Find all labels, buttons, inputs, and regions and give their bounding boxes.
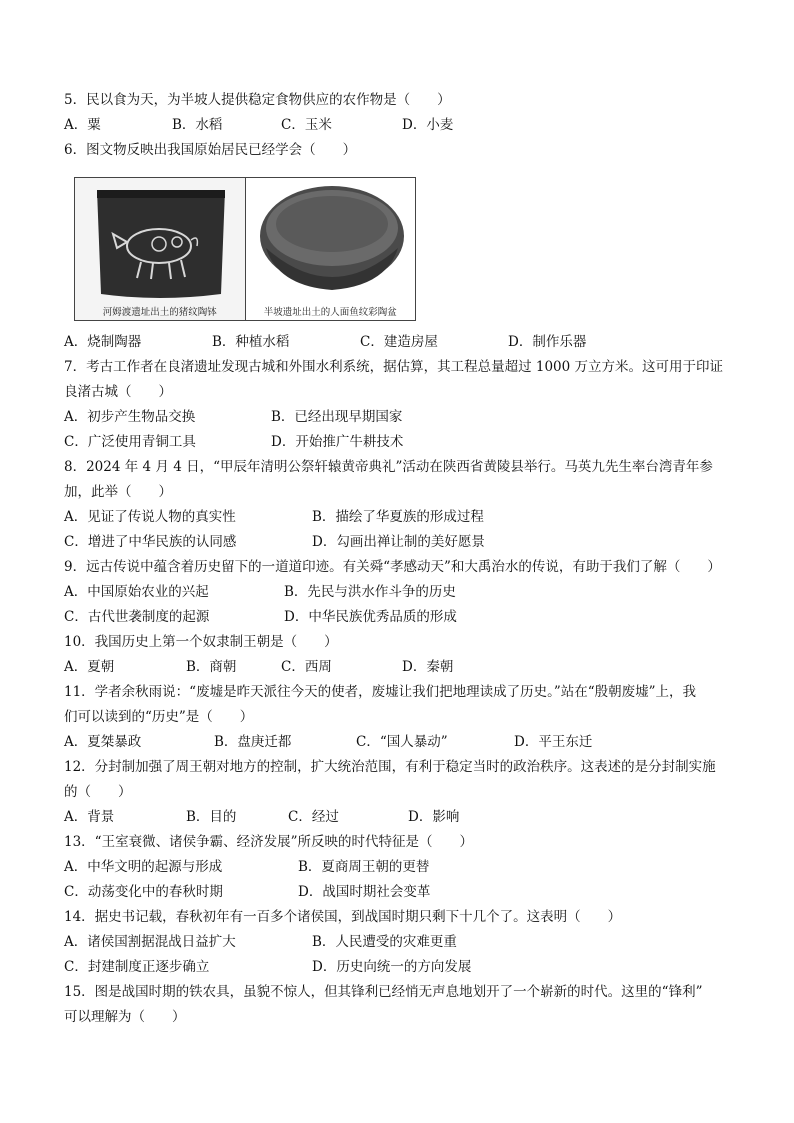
right-figure-caption: 半坡遗址出土的人面鱼纹彩陶盆 xyxy=(263,307,397,318)
question-15-stem-line-2: 可以理解为（ ） xyxy=(64,1009,186,1025)
q9-option-b: B．先民与洪水作斗争的历史 xyxy=(284,584,456,600)
fish-face-basin-image xyxy=(245,178,416,320)
q10-option-d: D．秦朝 xyxy=(402,659,454,675)
q7-option-a: A．初步产生物品交换 xyxy=(64,409,196,425)
pig-pattern-bowl-image xyxy=(75,178,245,320)
q6-option-d: D．制作乐器 xyxy=(508,334,587,350)
q7-option-c: C．广泛使用青铜工具 xyxy=(64,434,196,450)
q8-option-a: A．见证了传说人物的真实性 xyxy=(64,509,236,525)
q13-option-b: B．夏商周王朝的更替 xyxy=(298,859,430,875)
q13-option-d: D．战国时期社会变革 xyxy=(298,884,431,900)
q14-option-d: D．历史向统一的方向发展 xyxy=(312,959,472,975)
q12-option-a: A．背景 xyxy=(64,809,115,825)
q10-option-b: B．商朝 xyxy=(186,659,237,675)
q7-option-b: B．已经出现早期国家 xyxy=(271,409,403,425)
q13-option-c: C．动荡变化中的春秋时期 xyxy=(64,884,223,900)
q6-figure xyxy=(74,177,416,321)
q6-option-c: C．建造房屋 xyxy=(360,334,438,350)
q14-option-b: B．人民遭受的灾难更重 xyxy=(312,934,457,950)
q6-option-b: B．种植水稻 xyxy=(212,334,290,350)
question-8-stem-line-2: 加，此举（ ） xyxy=(64,484,172,500)
question-15-stem-line-1: 15．图是战国时期的铁农具，虽貌不惊人，但其锋利已经悄无声息地划开了一个崭新的时代。这里的“锋利” xyxy=(64,984,703,1000)
q5-option-c: C．玉米 xyxy=(281,117,332,133)
q5-option-d: D．小麦 xyxy=(402,117,454,133)
q14-option-c: C．封建制度正逐步确立 xyxy=(64,959,210,975)
question-8-stem-line-1: 8．2024 年 4 月 4 日，“甲辰年清明公祭轩辕黄帝典礼”活动在陕西省黄陵县举行。马英九先生率台湾青年参 xyxy=(64,459,713,475)
q5-option-b: B．水稻 xyxy=(172,117,223,133)
question-13-stem: 13．“王室衰微、诸侯争霸、经济发展”所反映的时代特征是（ ） xyxy=(64,834,473,850)
q5-option-a: A．粟 xyxy=(64,117,101,133)
question-7-stem-line-2: 良渚古城（ ） xyxy=(64,384,172,400)
q13-option-a: A．中华文明的起源与形成 xyxy=(64,859,223,875)
q8-option-c: C．增进了中华民族的认同感 xyxy=(64,534,237,550)
question-6-stem: 6．图文物反映出我国原始居民已经学会（ ） xyxy=(64,142,357,158)
q12-option-d: D．影响 xyxy=(408,809,460,825)
question-14-stem: 14．据史书记载，春秋初年有一百多个诸侯国，到战国时期只剩下十几个了。这表明（ ） xyxy=(64,909,622,925)
question-12-stem-line-2: 的（ ） xyxy=(64,784,132,800)
q8-option-d: D．勾画出禅让制的美好愿景 xyxy=(312,534,485,550)
question-10-stem: 10．我国历史上第一个奴隶制王朝是（ ） xyxy=(64,634,338,650)
q11-option-a: A．夏桀暴政 xyxy=(64,734,142,750)
question-9-stem: 9．远古传说中蕴含着历史留下的一道道印迹。有关舜“孝感动天”和大禹治水的传说，有助于我们了解（ ） xyxy=(64,559,721,575)
q12-option-b: B．目的 xyxy=(186,809,237,825)
q7-option-d: D．开始推广牛耕技术 xyxy=(271,434,404,450)
question-11-stem-line-1: 11．学者余秋雨说：“废墟是昨天派往今天的使者，废墟让我们把地理读成了历史。”站在“殷朝废墟”上，我 xyxy=(64,684,697,700)
q9-option-d: D．中华民族优秀品质的形成 xyxy=(284,609,457,625)
question-11-stem-line-2: 们可以读到的“历史”是（ ） xyxy=(64,709,254,725)
q11-option-c: C．“国人暴动” xyxy=(356,734,448,750)
left-figure-caption: 河姆渡遗址出土的猪纹陶钵 xyxy=(102,307,217,318)
question-12-stem-line-1: 12．分封制加强了周王朝对地方的控制，扩大统治范围，有利于稳定当时的政治秩序。这表述的是分封制实施 xyxy=(64,759,716,775)
q9-option-a: A．中国原始农业的兴起 xyxy=(64,584,209,600)
q14-option-a: A．诸侯国割据混战日益扩大 xyxy=(64,934,236,950)
question-7-stem-line-1: 7．考古工作者在良渚遗址发现古城和外围水利系统，据估算，其工程总量超过 1000 万立方米。这可用于印证 xyxy=(64,359,724,375)
fish-basin-drawing xyxy=(246,178,416,320)
q10-option-c: C．西周 xyxy=(281,659,332,675)
q9-option-c: C．古代世袭制度的起源 xyxy=(64,609,210,625)
q11-option-d: D．平王东迁 xyxy=(514,734,593,750)
q10-option-a: A．夏朝 xyxy=(64,659,115,675)
q12-option-c: C．经过 xyxy=(288,809,339,825)
q8-option-b: B．描绘了华夏族的形成过程 xyxy=(312,509,484,525)
q11-option-b: B．盘庚迁都 xyxy=(214,734,292,750)
question-5-stem: 5．民以食为天，为半坡人提供稳定食物供应的农作物是（ ） xyxy=(64,92,451,108)
pig-bowl-drawing xyxy=(75,178,245,320)
q6-option-a: A．烧制陶器 xyxy=(64,334,142,350)
